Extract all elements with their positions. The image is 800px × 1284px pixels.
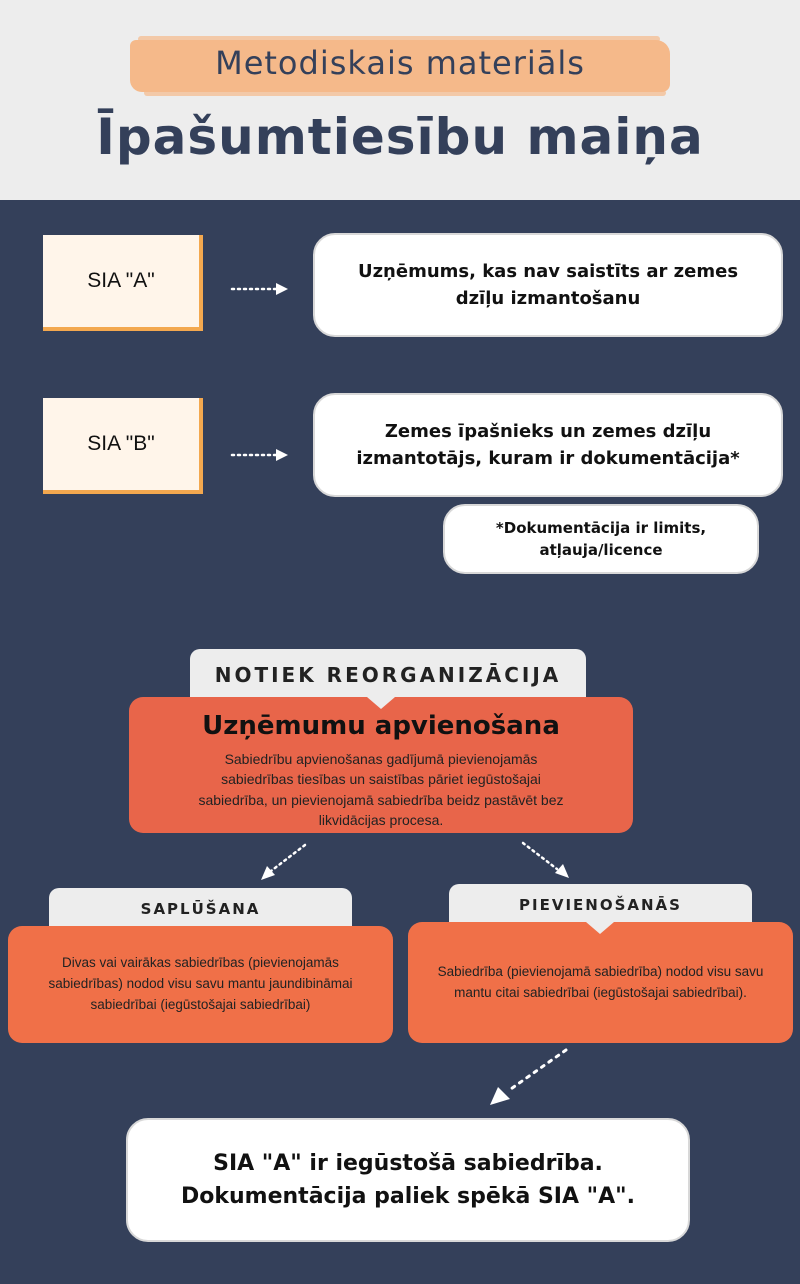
result-line-2: Dokumentācija paliek spēkā SIA "A". [181,1184,635,1209]
subtitle: Metodiskais materiāls [215,44,585,82]
description-box-a: Uzņēmums, kas nav saistīts ar zemes dzīļu izmantošanu [313,233,783,337]
dotted-arrow-down-left-icon [255,840,315,885]
dotted-arrow-down-left-icon [484,1045,574,1110]
header [0,0,800,200]
branch-box-merger: Divas vai vairākas sabiedrības (pievienojamās sabiedrības) nodod visu savu mantu jaundibināmai sabiedrībai (iegūstošajai sabiedrībai) [8,926,393,1043]
dotted-arrow-down-right-icon [515,838,575,883]
pointer-notch [586,922,614,934]
footnote-box: *Dokumentācija ir limits, atļauja/licence [443,504,759,574]
entity-box-b: SIA "B" [43,398,203,494]
branch-box-acquisition: Sabiedrība (pievienojamā sabiedrība) nodod visu savu mantu citai sabiedrībai (iegūstošajai sabiedrībai). [408,922,793,1043]
result-line-1: SIA "A" ir iegūstošā sabiedrība. [213,1151,603,1176]
result-box [126,1118,690,1242]
merger-box [129,697,633,833]
dotted-arrow-right-icon [230,448,290,462]
description-box-b: Zemes īpašnieks un zemes dzīļu izmantotājs, kuram ir dokumentācija* [313,393,783,497]
reorg-label: NOTIEK REORGANIZĀCIJA [190,649,586,701]
merger-heading: Uzņēmumu apvienošana [202,711,560,741]
branch-label-merger: SAPLŪŠANA [49,888,352,930]
pointer-notch [367,697,395,709]
dotted-arrow-right-icon [230,282,290,296]
branch-label-acquisition: PIEVIENOŠANĀS [449,884,752,926]
merger-text: Sabiedrību apvienošanas gadījumā pievienojamās sabiedrības tiesības un saistības pāriet iegūstošajai sabiedrība, un pievienojamā sabiedrība beidz pastāvēt bez likvidācijas procesa. [198,751,564,828]
page-title: Īpašumtiesību maiņa [96,108,704,166]
entity-box-a: SIA "A" [43,235,203,331]
